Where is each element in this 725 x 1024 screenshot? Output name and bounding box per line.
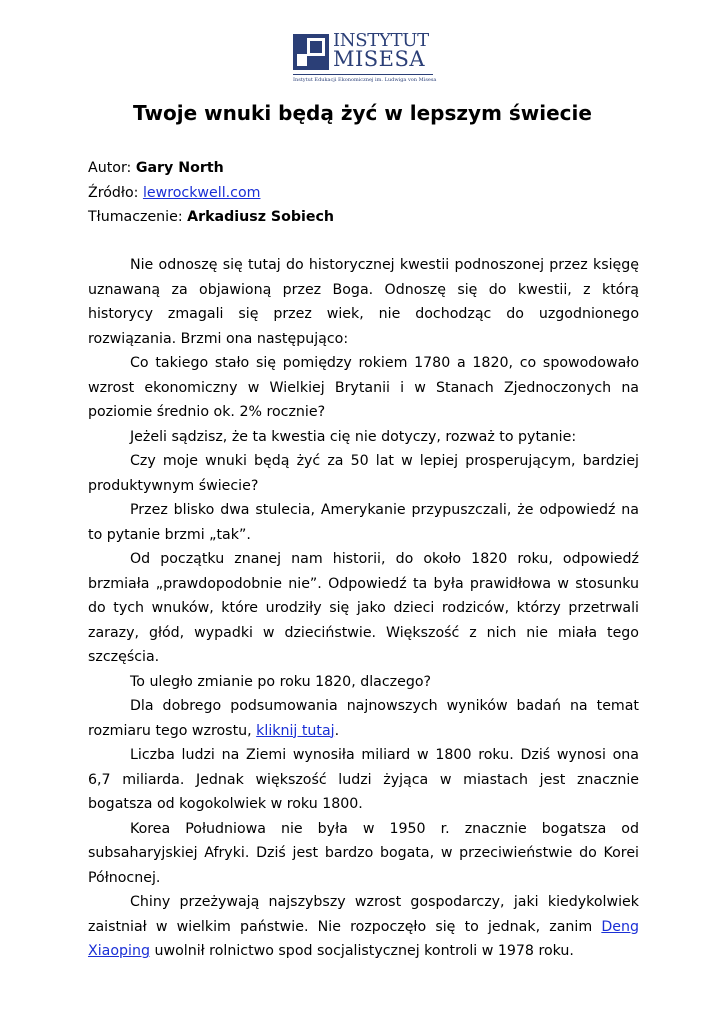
- author-name: Gary North: [135, 160, 224, 176]
- source-line: [88, 181, 648, 206]
- paragraph: Co takiego stało się pomiędzy rokiem 1780 a 1820, co spowodowało wzrost ekonomiczny w Wielkiej Brytanii i w Stanach Zjednoczonych na poziomie średnio ok. 2% rocznie?: [88, 355, 639, 420]
- article-meta: [88, 156, 648, 230]
- paragraph-text: Dla dobrego podsumowania najnowszych wyników badań na temat rozmiaru tego wzrostu,: [88, 698, 639, 739]
- paragraph-text: uwolnił rolnictwo spod socjalistycznej kontroli w 1978 roku.: [149, 943, 574, 959]
- author-line: [88, 156, 648, 181]
- paragraph: To uległo zmianie po roku 1820, dlaczego?: [130, 673, 432, 690]
- article-title: Twoje wnuki będą żyć w lepszym świecie: [133, 101, 592, 125]
- click-here-link[interactable]: kliknij tutaj: [256, 722, 335, 739]
- institute-logo: [293, 30, 437, 89]
- source-link[interactable]: lewrockwell.com: [142, 184, 261, 201]
- translator-name: Arkadiusz Sobiech: [187, 209, 335, 225]
- paragraph: Przez blisko dwa stulecia, Amerykanie przypuszczali, że odpowiedź na to pytanie brzmi „tak”.: [88, 502, 639, 543]
- paragraph: Nie odnoszę się tutaj do historycznej kwestii podnoszonej przez księgę uznawaną za objawioną przez Boga. Odnoszę się do kwestii, z którą historycy zmagali się przez wiek, nie dochodząc do uzgodnionego rozwiązania. Brzmi ona następująco:: [88, 257, 639, 347]
- paragraph: Jeżeli sądzisz, że ta kwestia cię nie dotyczy, rozważ to pytanie:: [130, 428, 577, 445]
- article-body: [88, 253, 639, 964]
- paragraph: Korea Południowa nie była w 1950 r. znacznie bogatsza od subsaharyjskiej Afryki. Dziś jest bardzo bogata, w przeciwieństwie do Korei Północnej.: [88, 820, 639, 886]
- translation-line: [88, 205, 648, 230]
- deng-xiaoping-link[interactable]: Deng Xiaoping: [88, 918, 639, 959]
- author-label: Autor:: [88, 160, 136, 176]
- logo-line2: MISESA: [333, 47, 426, 71]
- paragraph-text: Chiny przeżywają najszybszy wzrost gospodarczy, jaki kiedykolwiek zaistniał w wielkim państwie. Nie rozpoczęło się to jednak, zanim: [88, 894, 639, 935]
- logo-subtitle: Instytut Edukacji Ekonomicznej im. Ludwiga von Misesa: [293, 77, 437, 83]
- logo-mark-icon: [293, 34, 329, 70]
- logo-line1: INSTYTUT: [333, 30, 429, 51]
- translation-label: Tłumaczenie:: [88, 209, 188, 225]
- paragraph: Czy moje wnuki będą żyć za 50 lat w lepiej prosperującym, bardziej produktywnym świecie?: [88, 453, 639, 494]
- paragraph: Liczba ludzi na Ziemi wynosiła miliard w 1800 roku. Dziś wynosi ona 6,7 miliarda. Jednak większość ludzi żyjąca w miastach jest znacznie bogatsza od kogokolwiek w roku 1800.: [88, 747, 639, 812]
- paragraph: [88, 694, 639, 743]
- paragraph-text: .: [334, 722, 340, 739]
- paragraph: Od początku znanej nam historii, do około 1820 roku, odpowiedź brzmiała „prawdopodobnie nie”. Odpowiedź ta była prawidłowa w stosunku do tych wnuków, które urodziły się jako dzieci rodziców, którzy przetrwali zarazy, głód, wypadki w dzieciństwie. Większość z nich nie miała tego szczęścia.: [88, 551, 639, 665]
- paragraph: [88, 890, 639, 964]
- logo-rule: [293, 74, 433, 75]
- source-label: Źródło:: [88, 184, 143, 201]
